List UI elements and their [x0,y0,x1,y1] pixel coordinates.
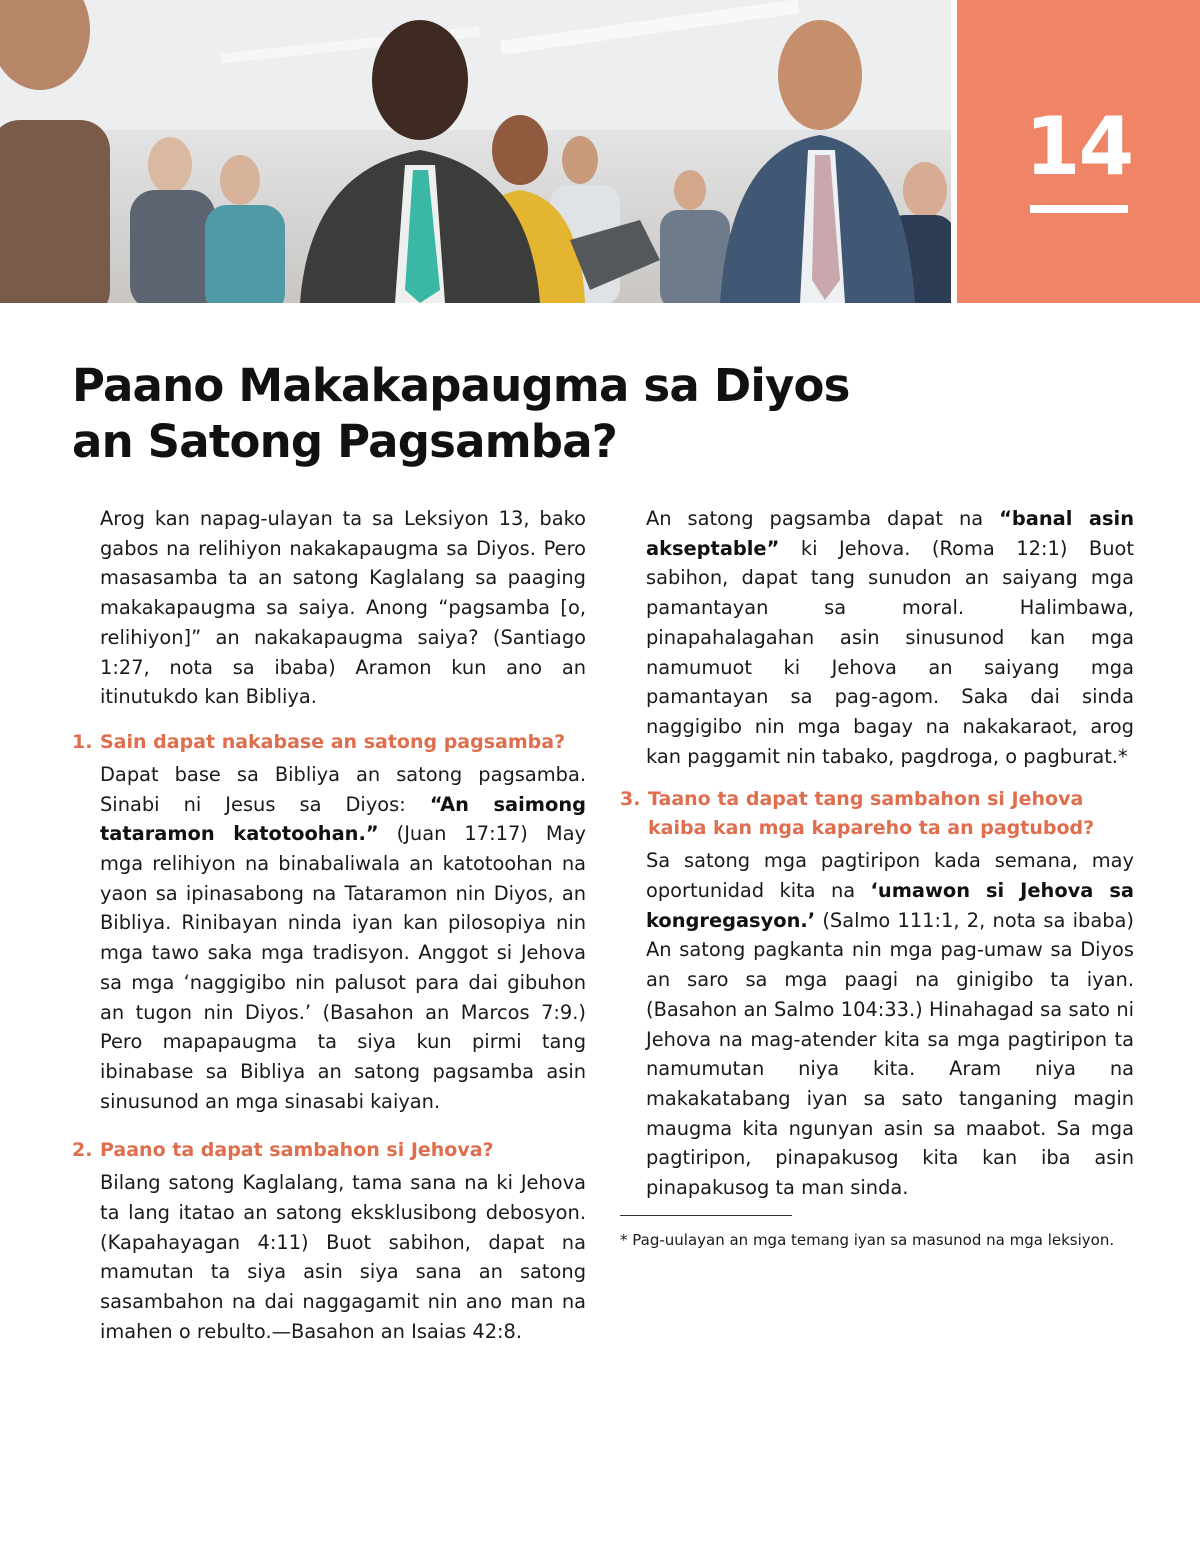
footnote-divider [620,1215,792,1216]
answer-paragraph-2: Bilang satong Kaglalang, tama sana na ki Jehova ta lang itatao an satong eksklusibong debosyon. (Kapahayagan 4:11) Buot sabihon, dapat na mamutan ta siya asin siya sana an satong sasambahon na dai naggagamit nin ano man na imahen o rebulto.—Basahon an Isaias 42:8. [100,1171,586,1343]
question-number-2: 2. [72,1139,93,1162]
question-heading-2 [72,1136,586,1165]
answer-3-quote: ‘umawon si Jehova sa kongregasyon.’ [646,879,1134,932]
intro-paragraph: Arog kan napag-ulayan ta sa Leksiyon 13, bako gabos na relihiyon nakakapaugma sa Diyos. Pero masasamba ta an satong Kaglalang sa paaging makakapaugma sa saiya. Anong “pagsamba [o, relihiyon]” an nakakapaugma saiya? (Santiago 1:27, nota sa ibaba) Aramon kun ano an itinutukdo kan Bibliya. [100,507,586,709]
page-title-line-1: Paano Makakapaugma sa Diyos [72,359,850,412]
question-text-3: Taano ta dapat tang sambahon si Jehova kaiba kan mga kapareho ta an pagtubod? [648,788,1095,840]
hero-photo [0,0,951,303]
lesson-number-badge [957,0,1200,303]
answer-paragraph-1 [72,760,586,1116]
question-number-3: 3. [620,788,641,811]
congregation-singing-illustration [0,0,951,303]
lesson-number-underline [1030,205,1128,213]
left-column [72,504,586,1347]
question-heading-3 [620,785,1134,843]
answer-3-text-b: (Salmo 111:1, 2, nota sa ibaba) An satong pagkanta nin mga pag-umaw sa Diyos an saro sa mga paagi na ginigibo ta iyan. (Basahon an Salmo 104:33.) Hinahagad sa sato ni Jehova na mag-atender kita sa mga pagtiripon ta namumutan niya kita. Aram niya na makakatabang iyan sa sato tanganing magin maugma kita ngunyan asin sa maabot. Sa mga pagtiripon, pinapakusog kita kan iba asin pinapakusog ta man sinda. [646,908,1134,1200]
answer-3-text-a: Sa satong mga pagtiripon kada semana, may oportunidad kita na [646,849,1134,903]
right-column [620,504,1134,1251]
answer-paragraph-2b [620,504,1134,771]
answer-1-text-a: Dapat base sa Bibliya an satong pagsamba. Sinabi ni Jesus sa Diyos: [100,762,586,816]
lesson-number: 14 [1024,100,1133,193]
page-title [72,358,972,470]
answer-1-text-b: (Juan 17:17) May mga relihiyon na binabaliwala an katotoohan na yaon sa ipinasabong na Tataramon nin Diyos, an Bibliya. Rinibayan ninda iyan kan pilosopiya nin mga tawo saka mga tradisyon. Anggot si Jehova sa mga ‘naggigibo nin palusot para dai gibuhon an tugon nin Diyos.’ (Basahon an Marcos 7:9.) Pero mapapaugma ta siya kun pirmi tang ibinabase sa Bibliya an satong pagsamba asin sinusunod an mga sinasabi kaiyan. [100,822,586,1113]
question-text-2: Paano ta dapat sambahon si Jehova? [100,1139,494,1162]
answer-paragraph-3 [620,846,1134,1202]
answer-2b-text-b: ki Jehova. (Roma 12:1) Buot sabihon, dapat tang sunudon an saiyang mga pamantayan sa moral. Halimbawa, pinapahalagahan asin sinusunod kan mga namumuot ki Jehova an saiyang mga pamantayan sa pag-agom. Saka dai sinda naggigibo nin mga bagay na nakakaraot, arog kan paggamit nin tabako, pagdroga, o pagburat.* [646,536,1134,768]
question-text-1: Sain dapat nakabase an satong pagsamba? [100,730,566,753]
answer-2b-text-a: An satong pagsamba dapat na [646,507,1000,530]
question-heading-1 [72,728,586,757]
page-title-line-2: an Satong Pagsamba? [72,415,618,468]
question-number-1: 1. [72,730,93,753]
footnote: * Pag-uulayan an mga temang iyan sa masunod na mga leksiyon. [620,1230,1115,1249]
answer-2b-quote: “banal asin akseptable” [646,507,1134,560]
answer-1-quote: “An saimong tataramon katotoohan.” [100,792,587,846]
